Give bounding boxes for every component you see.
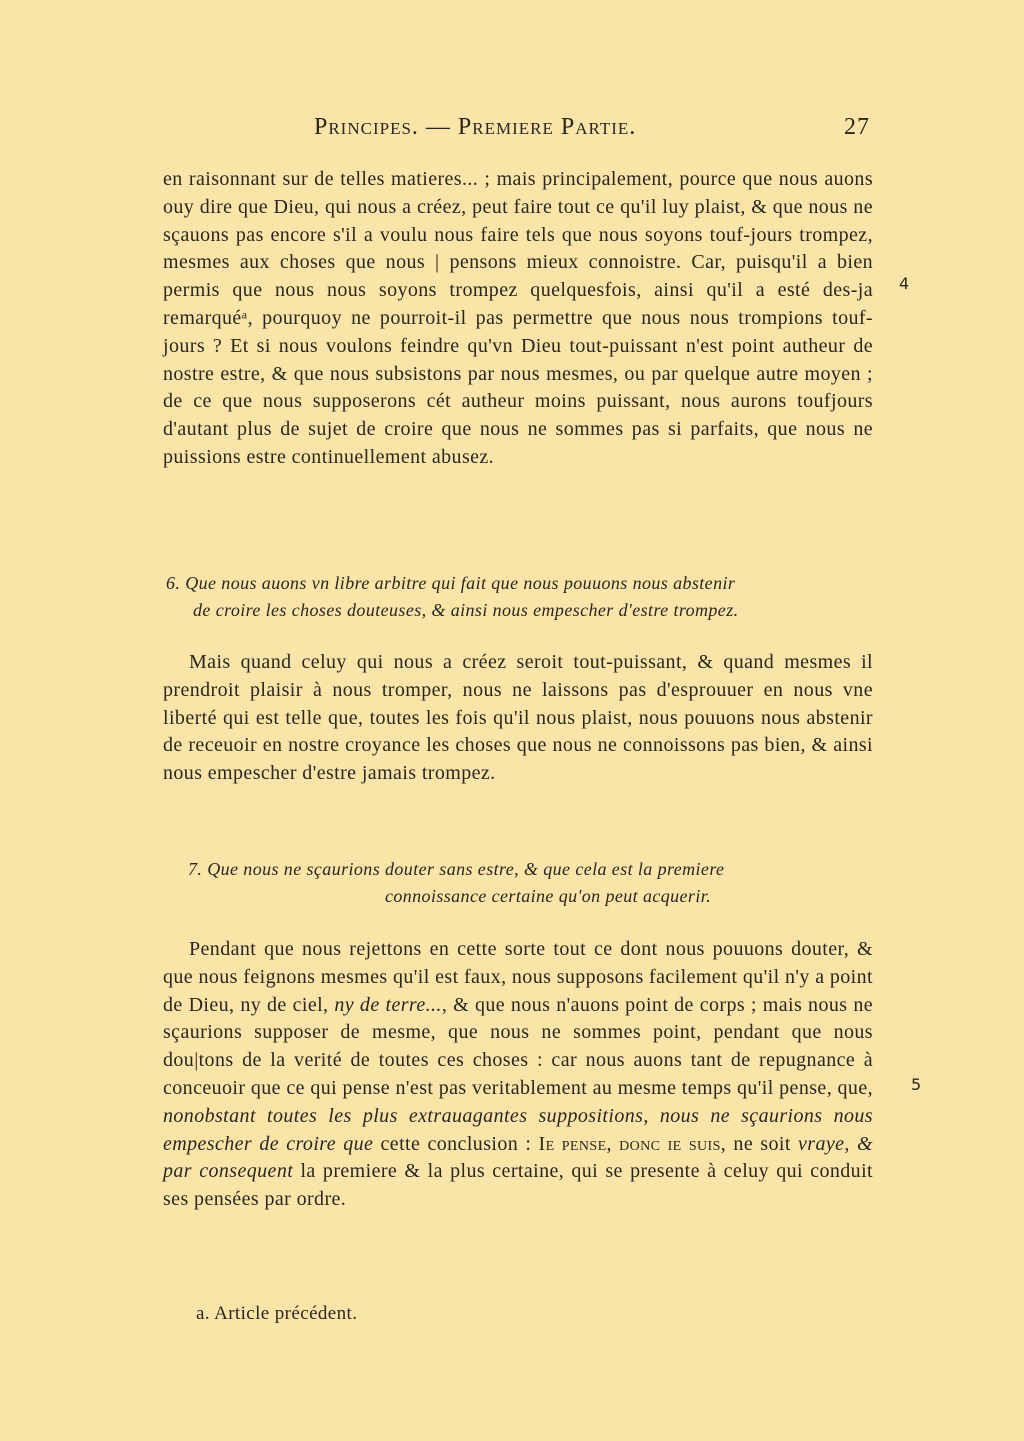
paragraph-continued: en raisonnant sur de telles matieres... ; mais principalement, pource que nous auons ouy dire que Dieu, qui nous a créez, peut faire tout ce qu'il luy plaist, & que nous ne sçauons pas encore s'il a voulu nous faire tels que nous soyons touf-jours trompez, mesmes aux choses que nous | pensons mieux connoistre. Car, puisqu'il a bien permis que nous nous soyons trompez quelquesfois, ainsi qu'il a esté des-ja remarquéᵃ, pourquoy ne pourroit-il pas permettre que nous nous trompions touf-jours ? Et si nous voulons feindre qu'vn Dieu tout-puissant n'est point autheur de nostre estre, & que nous subsistons par nous mesmes, ou par quelque autre moyen ; de ce que nous supposerons cét autheur moins puissant, nous aurons toufjours d'autant plus de sujet de croire que nous ne sommes pas si parfaits, que nous ne puissions estre continuellement abusez. bbox=[163, 168, 873, 468]
paragraph-article-7: Pendant que nous rejettons en cette sorte tout ce dont nous pouuons douter, & que nous feignons mesmes qu'il est faux, nous supposons facilement qu'il n'y a point de Dieu, ny de ciel, ny de terre..., & que nous n'auons point de corps ; mais nous ne sçaurions supposer de mesme, que nous ne sommes point, pendant que nous dou|tons de la verité de toutes ces choses : car nous auons tant de repugnance à conceuoir que ce qui pense n'est pas veritablement au mesme temps qu'il pense, que, nonobstant toutes les plus extrauagantes suppositions, nous ne sçaurions nous empescher de croire que cette conclusion : Ie pense, donc ie suis, ne soit vraye, & par consequent la premiere & la plus certaine, qui se presente à celuy qui conduit ses pensées par ordre. bbox=[163, 938, 873, 1211]
article-heading-6-line2: de croire les choses douteuses, & ainsi nous empescher d'estre trompez. bbox=[193, 600, 739, 620]
page-number: 27 bbox=[844, 114, 870, 140]
article-heading-6 bbox=[166, 570, 886, 624]
article-heading-6-line1: 6. Que nous auons vn libre arbitre qui fait que nous pouuons nous abstenir bbox=[166, 573, 736, 593]
article-number-7: 7. bbox=[188, 859, 203, 879]
cogito-phrase: Ie pense, donc ie suis, bbox=[538, 1132, 727, 1155]
article-heading-7 bbox=[188, 856, 878, 910]
article-heading-7-line1: 7. Que nous ne sçaurions douter sans estre, & que cela est la premiere bbox=[188, 859, 725, 879]
paragraph-article-6: Mais quand celuy qui nous a créez seroit tout-puissant, & quand mesmes il prendroit plaisir à nous tromper, nous ne laissons pas d'esprouuer en nous vne liberté qui est telle que, toutes les fois qu'il nous plaist, nous pouuons nous abstenir de receuoir en nostre croyance les choses que nous ne connoissons pas bien, & ainsi nous empescher d'estre jamais trompez. bbox=[163, 651, 873, 785]
article-heading-7-line2: connoissance certaine qu'on peut acquerir. bbox=[384, 886, 712, 906]
article-number-6: 6. bbox=[166, 573, 181, 593]
margin-number-5: 5 bbox=[911, 1075, 922, 1094]
footnote: a. Article précédent. bbox=[196, 1303, 358, 1324]
margin-number-4: 4 bbox=[899, 274, 910, 293]
running-title: Principes. — Premiere Partie. bbox=[314, 114, 637, 140]
running-header bbox=[314, 114, 870, 148]
